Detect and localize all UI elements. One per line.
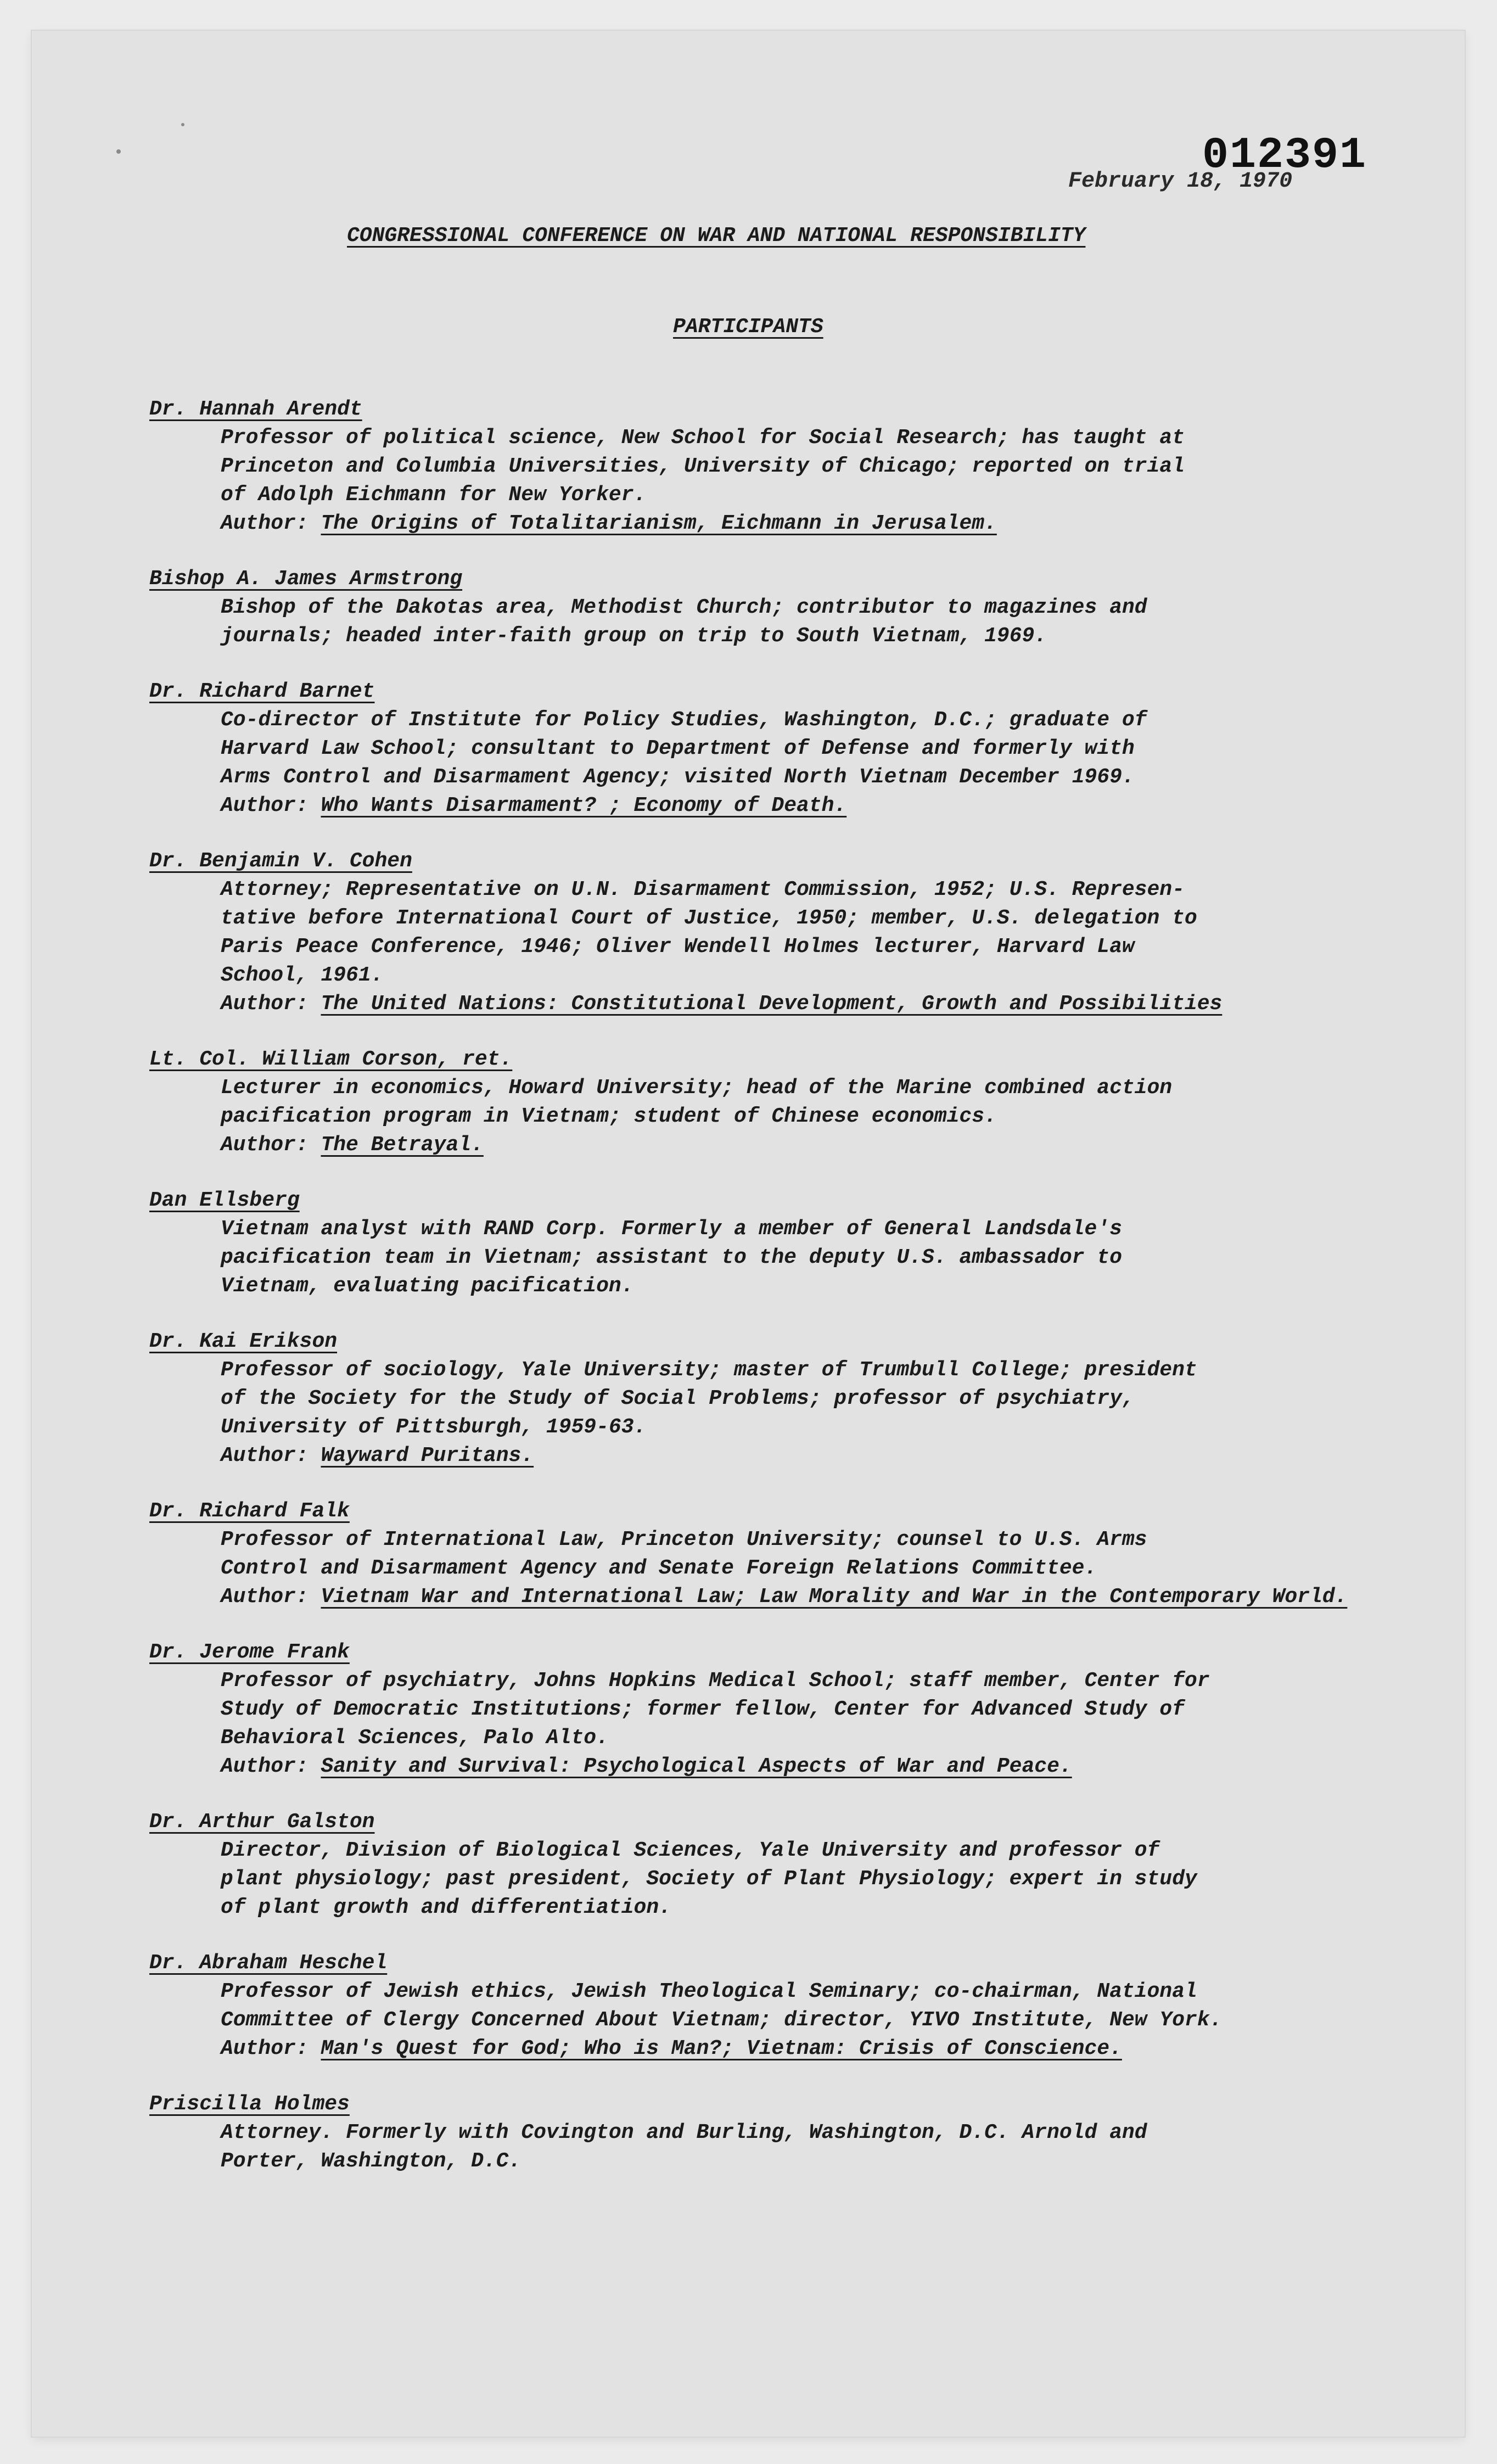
participant-entry [149, 847, 1423, 1018]
document-date: February 18, 1970 [1068, 169, 1293, 194]
participant-name: Dr. Richard Barnet [149, 680, 375, 703]
participants-list [149, 395, 1423, 2203]
participant-name: Dr. Benjamin V. Cohen [149, 849, 412, 873]
participant-name: Dr. Arthur Galston [149, 1810, 375, 1834]
author-label: Author: [221, 1133, 309, 1157]
participant-entry [149, 395, 1423, 538]
participant-description: Attorney. Formerly with Covington and Burling, Washington, D.C. Arnold and Porter, Washington, D.C. [221, 2121, 1147, 2173]
author-books: Man's Quest for God; Who is Man?; Vietnam: Crisis of Conscience. [321, 2037, 1122, 2060]
participant-entry [149, 1949, 1423, 2063]
participant-author-line [149, 1752, 1423, 1781]
participant-description: Co-director of Institute for Policy Studies, Washington, D.C.; graduate of Harvard Law School; consultant to Department of Defense and formerly with Arms Control and Disarmament Agency; visited North Vietnam December 1969. [221, 708, 1147, 789]
participant-author-line [149, 2035, 1423, 2063]
participant-author-line [149, 990, 1423, 1018]
participant-entry [149, 2090, 1423, 2176]
participant-description: Vietnam analyst with RAND Corp. Formerly a member of General Landsdale's pacification team in Vietnam; assistant to the deputy U.S. ambassador to Vietnam, evaluating pacification. [221, 1217, 1122, 1298]
author-label: Author: [221, 1755, 309, 1778]
participant-author-line [149, 1131, 1423, 1160]
participant-name: Dr. Jerome Frank [149, 1640, 350, 1664]
author-books: Wayward Puritans. [321, 1444, 534, 1468]
participant-name: Bishop A. James Armstrong [149, 567, 463, 591]
participant-entry [149, 1186, 1423, 1301]
author-books: Sanity and Survival: Psychological Aspects of War and Peace. [321, 1755, 1072, 1778]
participant-name: Dan Ellsberg [149, 1189, 300, 1212]
participant-entry [149, 565, 1423, 651]
participant-name: Lt. Col. William Corson, ret. [149, 1048, 513, 1071]
author-books: The Betrayal. [321, 1133, 484, 1157]
section-heading: PARTICIPANTS [673, 315, 823, 339]
author-books: The Origins of Totalitarianism, Eichmann in Jerusalem. [321, 512, 997, 535]
author-books: The United Nations: Constitutional Development, Growth and Possibilities [321, 992, 1223, 1016]
participant-name: Priscilla Holmes [149, 2092, 350, 2116]
participant-name: Dr. Kai Erikson [149, 1330, 338, 1353]
participant-author-line [149, 509, 1423, 538]
participant-entry [149, 1808, 1423, 1922]
author-label: Author: [221, 992, 309, 1016]
paper-speck [181, 123, 184, 126]
author-label: Author: [221, 1585, 309, 1609]
participant-name: Dr. Richard Falk [149, 1499, 350, 1523]
author-label: Author: [221, 794, 309, 817]
participant-description: Professor of International Law, Princeton University; counsel to U.S. Arms Control and Disarmament Agency and Senate Foreign Relations Committee. [221, 1528, 1147, 1580]
participant-description: Professor of psychiatry, Johns Hopkins Medical School; staff member, Center for Study of Democratic Institutions; former fellow, Center for Advanced Study of Behavioral Sciences, Palo Alto. [221, 1669, 1210, 1750]
participant-name: Dr. Abraham Heschel [149, 1951, 388, 1975]
participant-entry [149, 1328, 1423, 1470]
paper-speck [116, 149, 121, 154]
participant-description: Lecturer in economics, Howard University; head of the Marine combined action pacification program in Vietnam; student of Chinese economics. [221, 1076, 1173, 1128]
participant-description: Bishop of the Dakotas area, Methodist Church; contributor to magazines and journals; headed inter-faith group on trip to South Vietnam, 1969. [221, 596, 1147, 648]
author-books: Who Wants Disarmament? ; Economy of Death. [321, 794, 847, 817]
participant-description: Professor of Jewish ethics, Jewish Theological Seminary; co-chairman, National Committee of Clergy Concerned About Vietnam; director, YIVO Institute, New York. [221, 1980, 1223, 2032]
participant-description: Director, Division of Biological Sciences, Yale University and professor of plant physiology; past president, Society of Plant Physiology; expert in study of plant growth and differentiation. [221, 1839, 1197, 1919]
participant-description: Professor of political science, New School for Social Research; has taught at Princeton and Columbia Universities, University of Chicago; reported on trial of Adolph Eichmann for New Yorker. [221, 426, 1185, 507]
participant-author-line [149, 1442, 1423, 1470]
participant-author-line [149, 1583, 1423, 1611]
participant-entry [149, 1045, 1423, 1160]
participant-entry [149, 1497, 1423, 1611]
participant-entry [149, 677, 1423, 820]
document-number: 012391 [1202, 131, 1367, 181]
participant-description: Attorney; Representative on U.N. Disarmament Commission, 1952; U.S. Represen- tative before International Court of Justice, 1950; member, U.S. delegation to Paris Peace Conference, 1946; Oliver Wendell Holmes lecturer, Harvard Law School, 1961. [221, 878, 1197, 987]
document-title: CONGRESSIONAL CONFERENCE ON WAR AND NATIONAL RESPONSIBILITY [347, 224, 1086, 248]
author-label: Author: [221, 1444, 309, 1468]
participant-author-line [149, 792, 1423, 820]
participant-name: Dr. Hannah Arendt [149, 397, 362, 421]
participant-entry [149, 1638, 1423, 1781]
author-books: Vietnam War and International Law; Law Morality and War in the Contemporary World. [321, 1585, 1348, 1609]
author-label: Author: [221, 2037, 309, 2060]
author-label: Author: [221, 512, 309, 535]
participant-description: Professor of sociology, Yale University; master of Trumbull College; president of the Society for the Study of Social Problems; professor of psychiatry, University of Pittsburgh, 1959-63. [221, 1358, 1197, 1439]
